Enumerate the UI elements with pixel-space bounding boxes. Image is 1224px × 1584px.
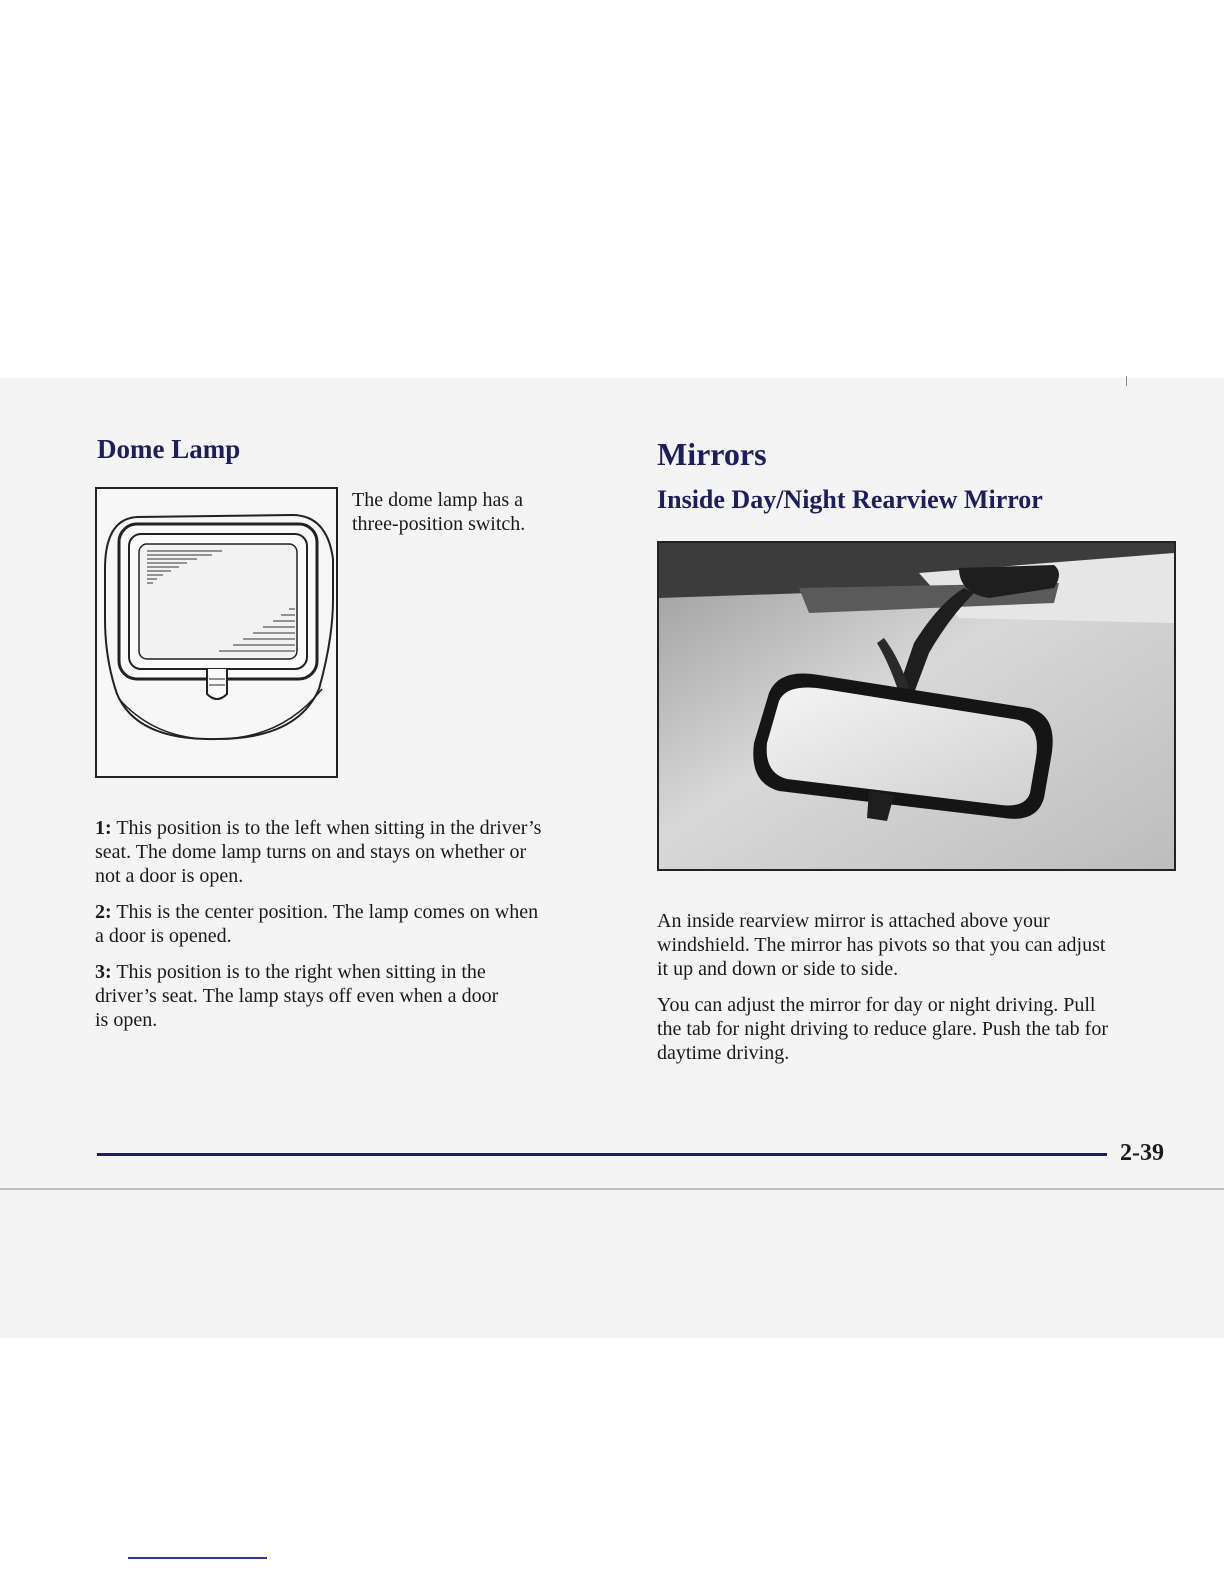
dome-lamp-intro — [352, 488, 582, 536]
rearview-mirror-subheading: Inside Day/Night Rearview Mirror — [657, 485, 1043, 514]
mirror-p2-line-3: daytime driving. — [657, 1042, 790, 1064]
page-number: 2-39 — [1120, 1140, 1164, 1166]
mirror-p2-line-2: the tab for night driving to reduce glare. Push the tab for — [657, 1018, 1108, 1040]
mirror-p1-line-2: windshield. The mirror has pivots so that you can adjust — [657, 934, 1106, 956]
position-3-label: 3: — [95, 961, 112, 983]
position-1-line-2: seat. The dome lamp turns on and stays on whether or — [95, 841, 527, 863]
position-1-label: 1: — [95, 817, 112, 839]
position-3-line-2: driver’s seat. The lamp stays off even when a door — [95, 985, 499, 1007]
position-3-description — [95, 960, 575, 1032]
position-3-line-1: This position is to the right when sitting in the — [116, 961, 486, 983]
mirror-paragraph-1 — [657, 909, 1177, 981]
intro-line-1: The dome lamp has a — [352, 489, 524, 511]
position-2-line-2: a door is opened. — [95, 925, 232, 947]
mirrors-heading: Mirrors — [657, 436, 767, 472]
intro-line-2: three-position switch. — [352, 513, 526, 535]
rearview-mirror-photo — [657, 541, 1176, 871]
position-2-description — [95, 900, 615, 948]
mirror-p1-line-1: An inside rearview mirror is attached above your — [657, 910, 1050, 932]
footer-rule — [97, 1153, 1107, 1156]
dome-lamp-illustration — [95, 487, 338, 778]
mirror-p1-line-3: it up and down or side to side. — [657, 958, 899, 980]
mirror-p2-line-1: You can adjust the mirror for day or night driving. Pull — [657, 994, 1096, 1016]
scan-artifact-mark — [1126, 376, 1127, 386]
position-1-line-3: not a door is open. — [95, 865, 244, 887]
position-3-line-3: is open. — [95, 1009, 158, 1031]
bottom-underline — [128, 1557, 267, 1559]
position-1-line-1: This position is to the left when sitting in the driver’s — [116, 817, 542, 839]
position-1-description — [95, 816, 615, 888]
position-2-label: 2: — [95, 901, 112, 923]
position-2-line-1: This is the center position. The lamp comes on when — [116, 901, 539, 923]
mirror-paragraph-2 — [657, 993, 1177, 1065]
dome-lamp-drawing — [97, 489, 336, 776]
scan-edge-line — [0, 1188, 1224, 1190]
dome-lamp-heading: Dome Lamp — [97, 434, 241, 464]
rearview-mirror-image — [659, 543, 1174, 869]
